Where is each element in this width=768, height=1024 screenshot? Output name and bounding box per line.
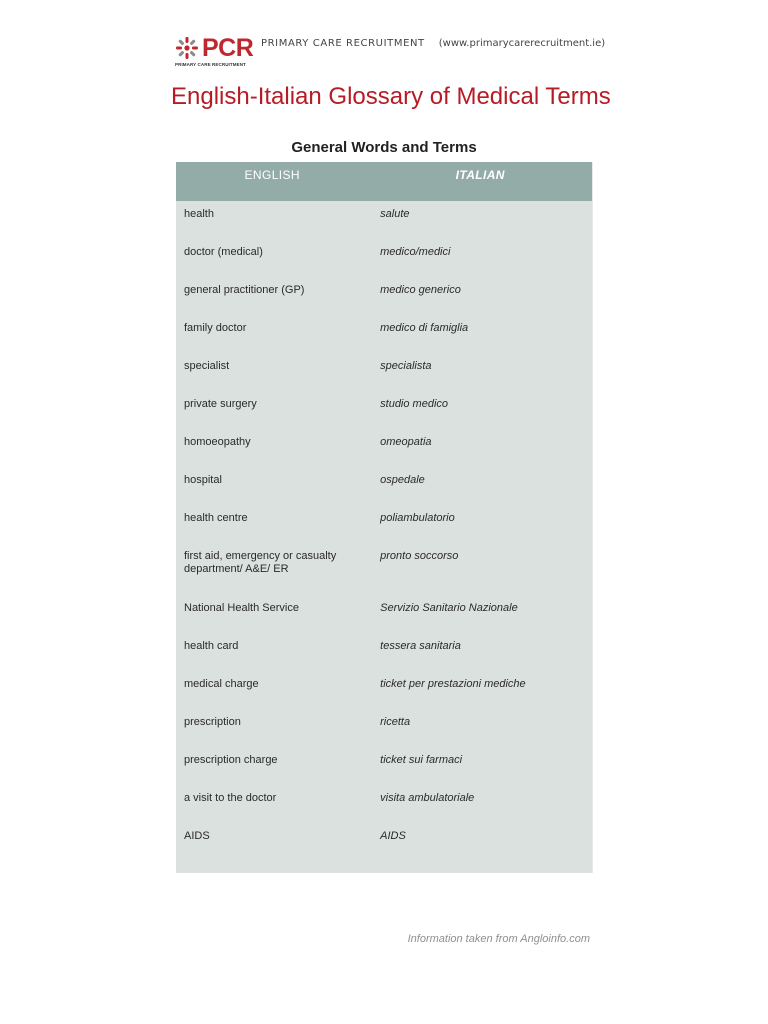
italian-term: salute bbox=[380, 208, 410, 220]
italian-term: medico/medici bbox=[380, 246, 451, 258]
english-term: general practitioner (GP) bbox=[184, 284, 305, 296]
italian-term: ricetta bbox=[380, 716, 411, 728]
table-row bbox=[176, 353, 592, 391]
table-row bbox=[176, 595, 592, 633]
english-term: a visit to the doctor bbox=[184, 792, 277, 804]
italian-term: Servizio Sanitario Nazionale bbox=[380, 602, 518, 614]
english-term: health centre bbox=[184, 512, 248, 524]
table-row bbox=[176, 391, 592, 429]
english-term: medical charge bbox=[184, 678, 259, 690]
table-row bbox=[176, 709, 592, 747]
italian-term: poliambulatorio bbox=[380, 512, 455, 524]
table-row bbox=[176, 823, 592, 861]
italian-term: AIDS bbox=[380, 830, 406, 842]
english-term: homoeopathy bbox=[184, 436, 251, 448]
brand-url: (www.primarycarerecruitment.ie) bbox=[438, 37, 606, 49]
italian-term: ospedale bbox=[380, 474, 425, 486]
english-term: hospital bbox=[184, 474, 222, 486]
glossary-table bbox=[176, 162, 592, 873]
italian-term: studio medico bbox=[380, 398, 449, 410]
english-term: health card bbox=[184, 640, 239, 652]
english-term: prescription bbox=[184, 716, 241, 728]
table-row bbox=[176, 239, 592, 277]
english-term: specialist bbox=[184, 360, 230, 372]
italian-term: visita ambulatoriale bbox=[380, 792, 475, 804]
english-term: private surgery bbox=[184, 398, 257, 410]
table-row bbox=[176, 429, 592, 467]
table-header bbox=[176, 162, 592, 201]
table-row bbox=[176, 277, 592, 315]
pcr-logo bbox=[175, 35, 255, 67]
english-term: AIDS bbox=[184, 830, 210, 842]
italian-term: pronto soccorso bbox=[380, 550, 459, 562]
table-row bbox=[176, 543, 592, 595]
logo-subtext: PRIMARY CARE RECRUITMENT bbox=[175, 62, 246, 67]
italian-term: medico generico bbox=[380, 284, 461, 296]
english-term: National Health Service bbox=[184, 602, 299, 614]
column-header-english: ENGLISH bbox=[244, 167, 300, 182]
table-body bbox=[176, 201, 592, 861]
english-term: doctor (medical) bbox=[184, 246, 263, 258]
document-title: English-Italian Glossary of Medical Terms bbox=[171, 83, 611, 110]
table-row bbox=[176, 467, 592, 505]
logo-text: PCR bbox=[202, 34, 254, 62]
italian-term: medico di famiglia bbox=[380, 322, 469, 334]
table-row bbox=[176, 315, 592, 353]
table-row bbox=[176, 633, 592, 671]
italian-term: ticket per prestazioni mediche bbox=[380, 678, 526, 690]
english-term: health bbox=[184, 208, 214, 220]
english-term: family doctor bbox=[184, 322, 247, 334]
italian-term: specialista bbox=[380, 360, 432, 372]
table-row bbox=[176, 785, 592, 823]
italian-term: tessera sanitaria bbox=[380, 640, 461, 652]
italian-term: ticket sui farmaci bbox=[380, 754, 463, 766]
column-header-italian: ITALIAN bbox=[455, 167, 505, 182]
section-title: General Words and Terms bbox=[291, 139, 477, 156]
table-row bbox=[176, 201, 592, 239]
brand-name: PRIMARY CARE RECRUITMENT bbox=[261, 37, 425, 49]
table-row bbox=[176, 671, 592, 709]
source-note: Information taken from Angloinfo.com bbox=[407, 933, 590, 945]
english-term: first aid, emergency or casualty department/ A&E/ ER bbox=[184, 550, 337, 575]
rosette-icon bbox=[175, 36, 199, 60]
table-row bbox=[176, 747, 592, 785]
english-term: prescription charge bbox=[184, 754, 278, 766]
italian-term: omeopatia bbox=[380, 436, 432, 448]
table-row bbox=[176, 505, 592, 543]
document-header bbox=[175, 33, 605, 69]
